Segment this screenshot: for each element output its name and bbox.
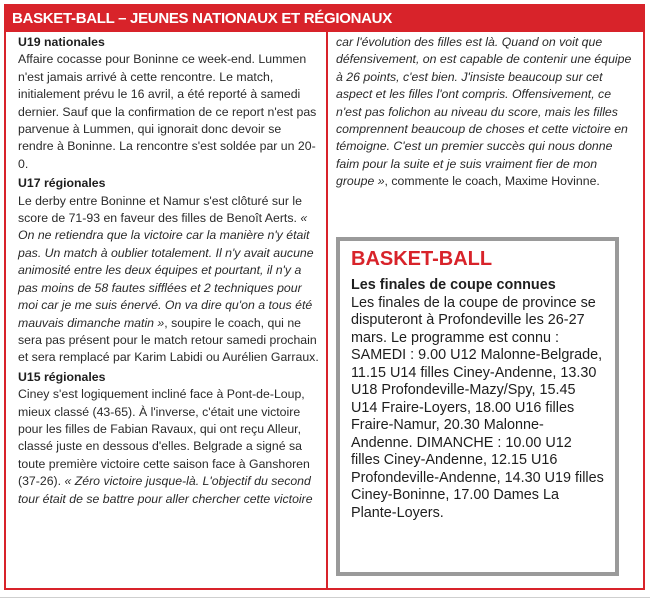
right-quote: car l'évolution des filles est là. Quand on voit que défensivement, on est capable de contenir une équipe à 26 points, c'est bien. J'insiste beaucoup sur cet aspect et les filles l'ont compris. Offensivement, ce n'est pas folichon au niveau du score, mais les filles comprennent beaucoup de choses et cette victoire en témoigne. C'est un premier succès qui nous donne faim pour la suite et je suis vraiment fier de mon groupe » <box>336 35 632 189</box>
u15-text-start: Ciney s'est logiquement incliné face à Pont-de-Loup, mieux classé (43-65). À l'inverse, c'était une victoire pour les filles de Fabian Ravaux, qui ont reçu Alleur, classé juste en dessous d'elles. Belgrade a signé sa toute première victoire cette saison face à Ganshoren (37-26). <box>18 387 310 489</box>
u19-text: Affaire cocasse pour Boninne ce week-end. Lummen n'est jamais arrivé à cette rencontre. Le match, initialement prévu le 16 avril, a été reporté à samedi dernier. Sauf que la confirmation de ce report n'est pas parvenue à Lummen, qui ignorait donc devoir se rendre à Boninne. La rencontre s'est soldée par un 20-0. <box>18 52 317 171</box>
article-banner: BASKET-BALL – JEUNES NATIONAUX ET RÉGIONAUX <box>6 6 643 32</box>
box-subtitle: Les finales de coupe connues <box>351 277 556 293</box>
cup-finals-box <box>336 237 619 576</box>
u19-heading: U19 nationales <box>18 35 105 49</box>
column-separator <box>326 32 328 588</box>
u17-text-end: , soupire le coach, qui ne sera pas présent pour le match retour samedi prochain et sera remplacé par Karim Labidi ou Aurélien Garraux. <box>18 315 319 365</box>
left-column <box>18 34 320 510</box>
u17-paragraph <box>18 193 320 367</box>
box-body: Les finales de la coupe de province se disputeront à Profondeville les 26-27 mars. Le programme est connu : SAMEDI : 9.00 U12 Malonne-Belgrade, 11.15 U14 filles Ciney-Andenne, 13.30 U18 Profondeville-Mazy/Spy, 15.45 U14 Fraire-Loyers, 18.00 U16 filles Fraire-Namur, 20.30 Malonne-Andenne. DIMANCHE : 10.00 U12 filles Ciney-Andenne, 12.15 U16 Profondeville-Andenne, 14.30 U19 filles Ciney-Boninne, 17.00 Dames La Plante-Loyers. <box>351 294 604 521</box>
u17-text-start: Le derby entre Boninne et Namur s'est clôturé sur le score de 71-93 en faveur des filles de Benoît Aerts. <box>18 193 302 226</box>
bottom-divider <box>0 597 650 598</box>
u17-heading: U17 régionales <box>18 176 106 191</box>
box-title: BASKET-BALL <box>351 248 493 270</box>
u15-paragraph <box>18 386 320 508</box>
right-column <box>336 34 636 193</box>
right-paragraph <box>336 34 636 191</box>
right-text-end: , commente le coach, Maxime Hovinne. <box>384 174 600 189</box>
u15-heading: U15 régionales <box>18 369 106 384</box>
u17-quote: « On ne retiendra que la victoire car la manière n'y était pas. Un match à oublier totalement. Il n'y avait aucune animosité entre les deux équipes et pourtant, il n'y a pas moins de 58 fautes sifflées et 2 techniques pour moi car je me suis énervé. On va dire qu'on a tous été mauvais dimanche matin » <box>18 211 314 330</box>
u15-quote: « Zéro victoire jusque-là. L'objectif du second tour était de se battre pour aller chercher cette victoire <box>18 474 313 506</box>
